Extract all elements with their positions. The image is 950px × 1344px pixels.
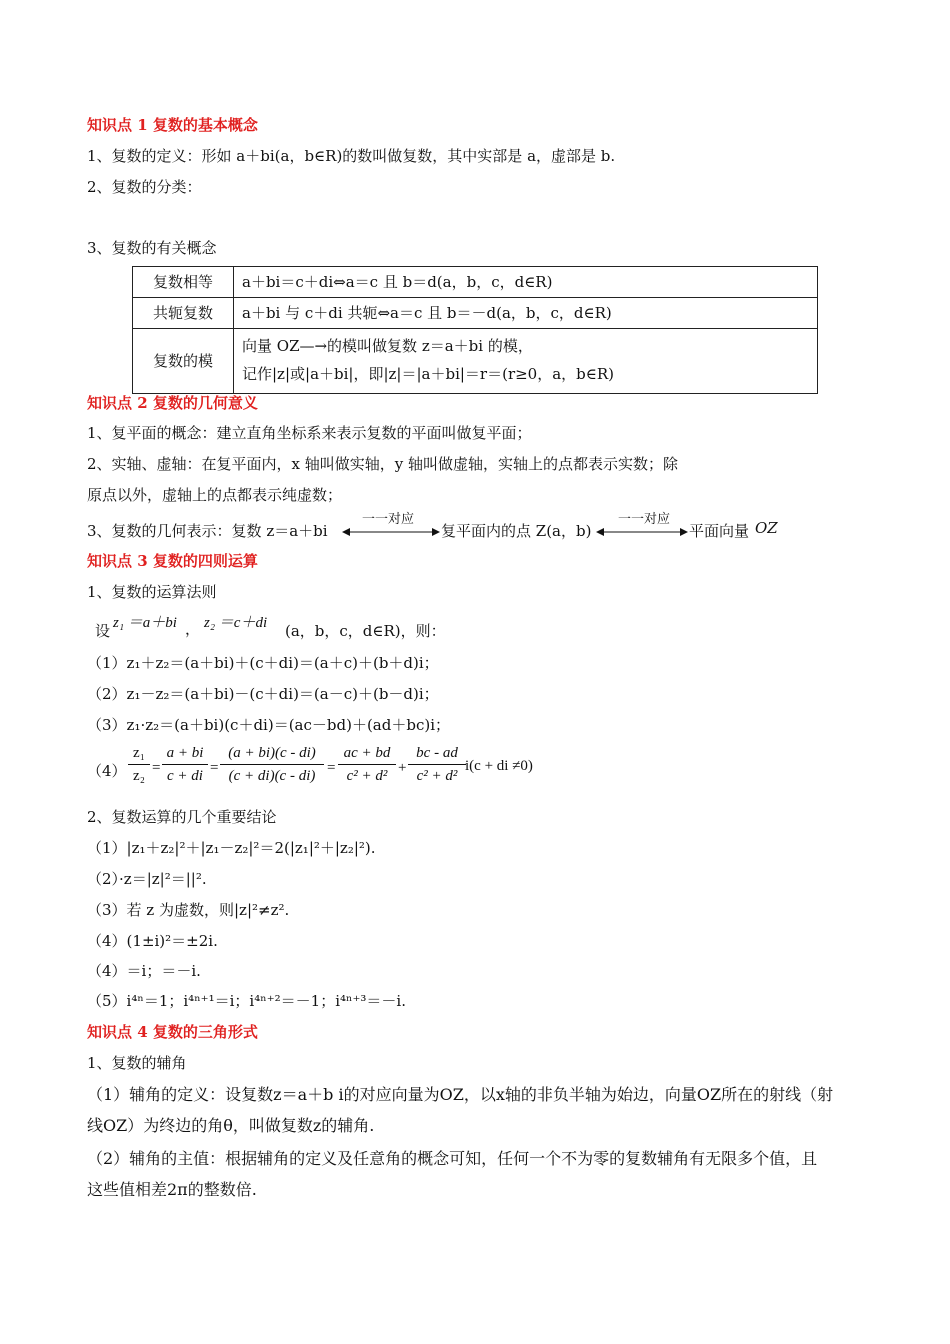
conclusion-5: （4）＝i；＝－i. bbox=[87, 962, 201, 980]
rule-2: （2）z₁－z₂＝(a＋bi)－(c＋di)＝(a－c)＋(b－d)i； bbox=[87, 685, 439, 703]
table-key: 复数的模 bbox=[133, 329, 234, 394]
equals-sign: = bbox=[327, 760, 336, 776]
equals-sign: = bbox=[152, 760, 161, 776]
z2-definition: z₂ ＝c＋di bbox=[204, 615, 268, 631]
s3-line-1: 1、复数的运算法则 bbox=[87, 583, 217, 601]
table-value: a＋bi 与 c＋di 共轭⇔a＝c 且 b＝－d(a，b，c，d∈R) bbox=[234, 298, 818, 329]
table-row bbox=[133, 329, 818, 394]
s4-para-2a: （2）辅角的主值：根据辅角的定义及任意角的概念可知，任何一个不为零的复数辅角有无限多个值，且 bbox=[87, 1149, 818, 1168]
arrow-2-label: 一一对应 bbox=[618, 512, 671, 527]
table-value-line-2: 记作|z|或|a＋bi|，即|z|＝|a＋bi|＝r＝(r≥0，a，b∈R) bbox=[242, 365, 615, 383]
fraction-z1-z2 bbox=[128, 743, 150, 786]
equals-sign: = bbox=[210, 760, 219, 776]
s2-line-1: 1、复平面的概念：建立直角坐标系来表示复数的平面叫做复平面； bbox=[87, 424, 532, 442]
s3-line-2: 2、复数运算的几个重要结论 bbox=[87, 808, 277, 826]
fraction-numerator: bc - ad bbox=[416, 745, 458, 761]
s2-line-3a: 3、复数的几何表示：复数 z＝a＋bi bbox=[87, 522, 328, 540]
s2-line-3b: 复平面内的点 Z(a，b) bbox=[441, 522, 592, 540]
fraction-imag-part bbox=[408, 743, 466, 786]
fraction-denominator: c + di bbox=[167, 768, 203, 784]
rule-4-tail: i(c + di ≠0) bbox=[465, 758, 533, 774]
fraction-a-bi-over-c-di bbox=[162, 743, 208, 786]
table-value-line-1: 向量 OZ—→的模叫做复数 z＝a＋bi 的模， bbox=[242, 337, 533, 355]
rule-3: （3）z₁·z₂＝(a＋bi)(c＋di)＝(ac－bd)＋(ad＋bc)i； bbox=[87, 716, 450, 734]
s4-para-1a: （1）辅角的定义：设复数z＝a＋b i的对应向量为OZ，以x轴的非负半轴为始边，向量OZ所在的射线（射 bbox=[87, 1085, 834, 1104]
s3-set-prefix: 设 bbox=[95, 622, 111, 640]
s2-line-2b: 原点以外，虚轴上的点都表示纯虚数； bbox=[87, 486, 343, 504]
table-row bbox=[133, 298, 818, 329]
table-value: a＋bi＝c＋di⇔a＝c 且 b＝d(a，b，c，d∈R) bbox=[234, 267, 818, 298]
rule-1: （1）z₁＋z₂＝(a＋bi)＋(c＋di)＝(a＋c)＋(b＋d)i； bbox=[87, 654, 439, 672]
table-row bbox=[133, 267, 818, 298]
table-key: 共轭复数 bbox=[133, 298, 234, 329]
section-4-title: 知识点 4 复数的三角形式 bbox=[87, 1023, 258, 1041]
fraction-denominator: c² + d² bbox=[346, 768, 388, 784]
fraction-numerator: a + bi bbox=[166, 745, 204, 761]
fraction-conjugate-multiply bbox=[220, 743, 324, 786]
fraction-denominator: (c + di)(c - di) bbox=[228, 768, 316, 784]
fraction-denominator: z₂ bbox=[133, 768, 145, 784]
s1-line-2: 2、复数的分类： bbox=[87, 178, 202, 196]
s1-line-3: 3、复数的有关概念 bbox=[87, 239, 217, 257]
s4-line-1: 1、复数的辅角 bbox=[87, 1054, 187, 1072]
fraction-numerator: (a + bi)(c - di) bbox=[228, 745, 316, 761]
s3-set-suffix: (a，b，c，d∈R)，则： bbox=[285, 622, 446, 640]
section-3-title: 知识点 3 复数的四则运算 bbox=[87, 552, 258, 570]
section-1-title: 知识点 1 复数的基本概念 bbox=[87, 116, 258, 134]
fraction-numerator: z₁ bbox=[133, 745, 145, 761]
s2-line-3c: 平面向量 bbox=[689, 522, 750, 540]
fraction-denominator: c² + d² bbox=[416, 768, 458, 784]
vector-oz-label: OZ bbox=[755, 519, 778, 537]
fraction-numerator: ac + bd bbox=[343, 745, 391, 761]
z1-definition: z₁ ＝a＋bi bbox=[113, 615, 177, 631]
section-2-title: 知识点 2 复数的几何意义 bbox=[87, 394, 258, 412]
s3-comma: ， bbox=[185, 620, 201, 638]
s4-para-2b: 这些值相差2π的整数倍. bbox=[87, 1180, 257, 1199]
table-value bbox=[234, 329, 818, 394]
double-arrow-icon bbox=[342, 526, 440, 538]
rule-4-label: （4） bbox=[87, 762, 127, 780]
s1-line-1: 1、复数的定义：形如 a＋bi(a，b∈R)的数叫做复数，其中实部是 a，虚部是 b. bbox=[87, 147, 616, 165]
fraction-real-part bbox=[338, 743, 396, 786]
s2-line-2a: 2、实轴、虚轴：在复平面内，x 轴叫做实轴，y 轴叫做虚轴，实轴上的点都表示实数；除 bbox=[87, 455, 679, 473]
double-arrow-icon bbox=[596, 526, 688, 538]
conclusion-4: （4）(1±i)²＝±2i. bbox=[87, 932, 218, 950]
plus-sign: + bbox=[398, 760, 407, 776]
arrow-1-label: 一一对应 bbox=[362, 512, 415, 527]
conclusion-6: （5）i⁴ⁿ＝1；i⁴ⁿ⁺¹＝i；i⁴ⁿ⁺²＝－1；i⁴ⁿ⁺³＝－i. bbox=[87, 992, 406, 1010]
conclusion-3: （3）若 z 为虚数，则|z|²≠z². bbox=[87, 901, 290, 919]
concept-table bbox=[132, 266, 818, 394]
table-key: 复数相等 bbox=[133, 267, 234, 298]
s4-para-1b: 线OZ）为终边的角θ，叫做复数z的辅角. bbox=[87, 1116, 375, 1135]
conclusion-2: （2）·z＝|z|²＝||². bbox=[87, 870, 207, 888]
conclusion-1: （1）|z₁＋z₂|²＋|z₁－z₂|²＝2(|z₁|²＋|z₂|²). bbox=[87, 839, 376, 857]
